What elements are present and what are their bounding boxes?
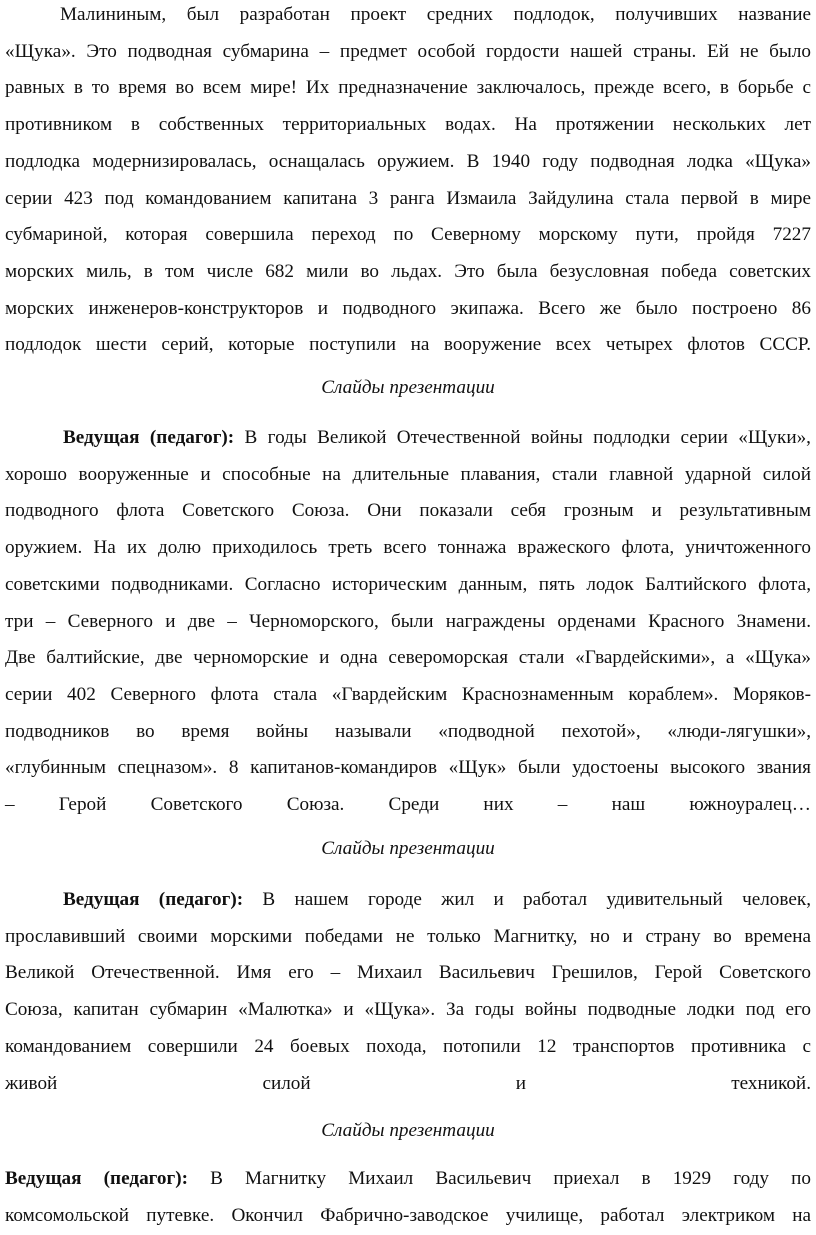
- paragraph-line: прославивший своими морскими победами не только Магнитку, но и страну во времена: [5, 925, 811, 947]
- paragraph-line: Союза, капитан субмарин «Малютка» и «Щука». За годы войны подводные лодки под его: [5, 999, 811, 1021]
- paragraph-4: [5, 1161, 811, 1234]
- paragraph-line: советскими подводниками. Согласно историческим данным, пять лодок Балтийского флота,: [5, 573, 811, 595]
- paragraph-line: Великой Отечественной. Имя его – Михаил Васильевич Грешилов, Герой Советского: [5, 962, 811, 984]
- paragraph-line: комсомольской путевке. Окончил Фабрично-заводское училище, работал электриком на: [5, 1204, 811, 1226]
- paragraph-line: подлодка модернизировалась, оснащалась оружием. В 1940 году подводная лодка «Щука»: [5, 150, 811, 172]
- slides-caption: Слайды презентации: [321, 838, 495, 859]
- paragraph-line: Малининым, был разработан проект средних подлодок, получивших название: [60, 4, 811, 25]
- paragraph-line: В годы Великой Отечественной войны подлодки серии «Щуки»,: [234, 427, 811, 448]
- paragraph-line: В Магнитку Михаил Васильевич приехал в 1929 году по: [188, 1168, 811, 1189]
- paragraph-line: морских инженеров-конструкторов и подводного экипажа. Всего же было построено 86: [5, 297, 811, 319]
- paragraph-line: подводников во время войны называли «подводной пехотой», «люди-лягушки»,: [5, 720, 811, 742]
- speaker-label: Ведущая (педагог):: [63, 889, 244, 910]
- paragraph-line: серии 423 под командованием капитана 3 ранга Измаила Зайдулина стала первой в мире: [5, 187, 811, 209]
- paragraph-line: морских миль, в том числе 682 мили во льдах. Это была безусловная победа советских: [5, 260, 811, 282]
- paragraph-line: субмариной, которая совершила переход по Северному морскому пути, пройдя 7227: [5, 224, 811, 246]
- paragraph-line: хорошо вооруженные и способные на длительные плавания, стали главной ударной силой: [5, 463, 811, 485]
- paragraph-line: – Герой Советского Союза. Среди них – наш южноуралец…: [5, 794, 811, 816]
- paragraph-line: Две балтийские, две черноморские и одна североморская стали «Гвардейскими», а «Щука»: [5, 647, 811, 669]
- paragraph-3: [5, 882, 811, 1102]
- paragraph-2: [5, 420, 811, 824]
- speaker-label: Ведущая (педагог):: [5, 1168, 188, 1189]
- paragraph-line: «глубинным спецназом». 8 капитанов-командиров «Щук» были удостоены высокого звания: [5, 757, 811, 779]
- paragraph-line: живой силой и техникой.: [5, 1072, 811, 1094]
- paragraph-line: В нашем городе жил и работал удивительный человек,: [243, 889, 811, 910]
- paragraph-line: три – Северного и две – Черноморского, были награждены орденами Красного Знамени.: [5, 610, 811, 632]
- paragraph-line: «Щука». Это подводная субмарина – предмет особой гордости нашей страны. Ей не было: [5, 40, 811, 62]
- paragraph-line: противником в собственных территориальных водах. На протяжении нескольких лет: [5, 114, 811, 136]
- paragraph-1: [5, 0, 811, 364]
- paragraph-line: подлодок шести серий, которые поступили на вооружение всех четырех флотов СССР.: [5, 334, 811, 356]
- paragraph-line: серии 402 Северного флота стала «Гвардейским Краснознаменным кораблем». Моряков-: [5, 683, 811, 705]
- paragraph-line: командованием совершили 24 боевых похода, потопили 12 транспортов противника с: [5, 1035, 811, 1057]
- speaker-label: Ведущая (педагог):: [63, 427, 235, 448]
- paragraph-line: оружием. На их долю приходилось треть всего тоннажа вражеского флота, уничтоженного: [5, 537, 811, 559]
- slides-caption: Слайды презентации: [321, 377, 495, 398]
- paragraph-line: подводного флота Советского Союза. Они показали себя грозным и результативным: [5, 500, 811, 522]
- slides-caption: Слайды презентации: [321, 1120, 495, 1141]
- paragraph-line: равных в то время во всем мире! Их предназначение заключалось, прежде всего, в борьбе с: [5, 77, 811, 99]
